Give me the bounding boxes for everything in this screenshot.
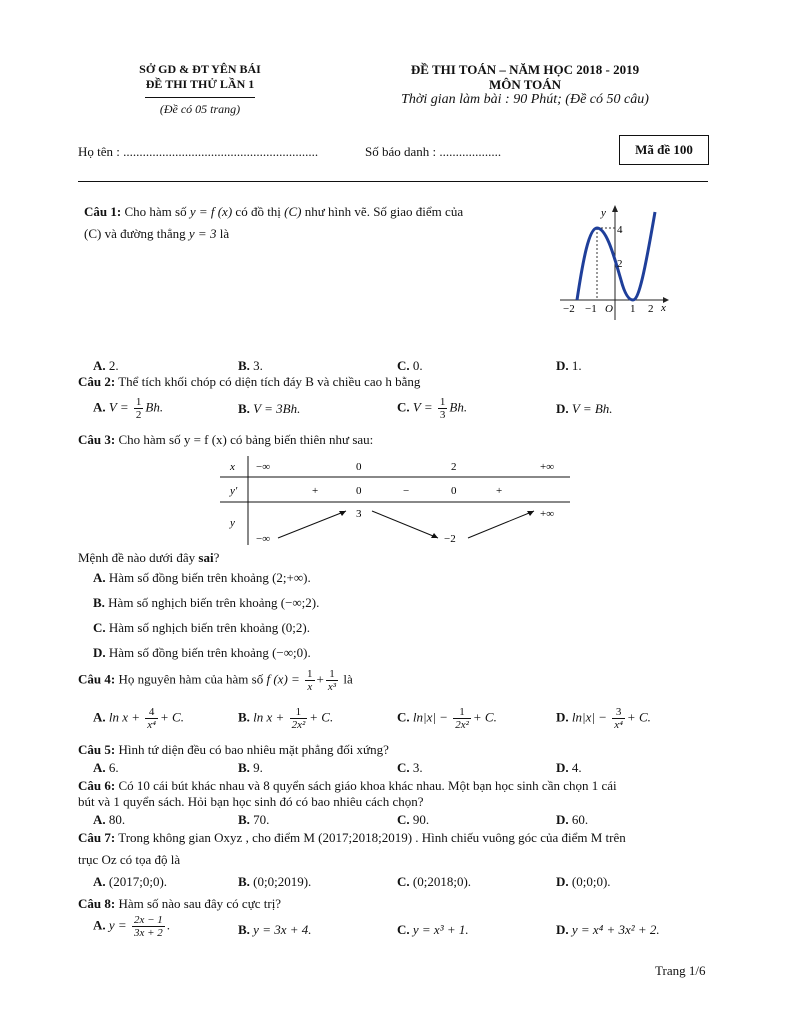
q2-option-c: C. V = $\frac{1}{3}$ Bh. (397, 396, 468, 421)
y-val: +∞ (540, 508, 555, 520)
q5-option-d: D. 4. (556, 760, 582, 775)
q5-option-b: B. 9. (238, 760, 263, 775)
dept-name: SỞ GD & ĐT YÊN BÁI (139, 62, 261, 76)
header-divider (145, 97, 255, 98)
curve-c (577, 212, 655, 300)
q3-option-a: A. Hàm số đồng biến trên khoảng (2;+∞). (93, 570, 311, 585)
sign: 0 (451, 485, 457, 497)
row-yprime: y′ (230, 485, 238, 497)
q7-option-d: D. (0;0;0). (556, 874, 611, 889)
q8-option-b: B. y = 3x + 4. (238, 922, 312, 937)
q1-graph (555, 200, 675, 325)
row-y: y (230, 517, 235, 529)
x-val: −∞ (256, 461, 271, 473)
time-note: Thời gian làm bài : 90 Phút; (Đề có 50 câu) (401, 92, 649, 107)
x-val: +∞ (540, 461, 555, 473)
q6-text2: bút và 1 quyển sách. Hỏi bạn học sinh đó có bao nhiêu cách chọn? (78, 794, 424, 809)
q1-option-d: D. 1. (556, 358, 582, 373)
q4-option-b: B. ln x + $\frac{1}{\text{2x²}}$ + C. (238, 706, 334, 731)
y-val: −∞ (256, 533, 271, 545)
label-y: y (601, 207, 606, 219)
origin-label: O (605, 303, 613, 315)
q3-option-c: C. Hàm số nghịch biến trên khoảng (0;2). (93, 620, 310, 635)
header-rule (78, 181, 708, 182)
q4-option-d: D. ln|x| − $\frac{3}{\text{x⁴}}$ + C. (556, 706, 651, 731)
q1-option-b: B. 3. (238, 358, 263, 373)
variation-table (220, 453, 572, 548)
tick-4: 4 (617, 224, 623, 236)
q4-text: Câu 4: Họ nguyên hàm của hàm số f (x) = $\frac{1}{x}$ + $\frac{1}{\text{x³}}$ là (78, 668, 353, 693)
q6-option-a: A. 80. (93, 812, 126, 827)
sign: 0 (356, 485, 362, 497)
q1-option-a: A. 2. (93, 358, 119, 373)
q8-text: Câu 8: Hàm số nào sau đây có cực trị? (78, 896, 282, 911)
q3-text: Câu 3: Cho hàm số y = f (x) có bảng biến thiên như sau: (78, 432, 374, 447)
page-number: Trang 1/6 (655, 963, 706, 978)
q6-option-d: D. 60. (556, 812, 589, 827)
q8-option-a: A. y = $\frac{2x - 1}{3x + 2}$ . (93, 914, 170, 939)
sign: + (496, 485, 503, 497)
name-line: Họ tên : ............................................................ (78, 144, 319, 159)
q6-option-c: C. 90. (397, 812, 430, 827)
header-right (370, 62, 680, 107)
tick-1: 1 (630, 303, 636, 315)
y-axis-arrow (612, 205, 618, 212)
q2-text: Câu 2: Thể tích khối chóp có diện tích đáy B và chiều cao h bằng (78, 374, 421, 389)
tick-x2: 2 (648, 303, 654, 315)
tick-m1: −1 (585, 303, 597, 315)
arrow-up-1 (278, 511, 346, 538)
q1-line1: Câu 1: Cho hàm số y = f (x) có đồ thị (C) như hình vẽ. Số giao điểm của (84, 204, 464, 219)
q4-option-c: C. ln|x| − $\frac{1}{\text{2x²}}$ + C. (397, 706, 497, 731)
q3-option-d: D. Hàm số đồng biến trên khoảng (−∞;0). (93, 645, 311, 660)
q7-option-a: A. (2017;0;0). (93, 874, 168, 889)
q5-text: Câu 5: Hình tứ diện đều có bao nhiêu mặt phẳng đối xứng? (78, 742, 389, 757)
sign: − (403, 485, 410, 497)
q2-option-d: D. V = Bh. (556, 401, 613, 416)
label-x: x (661, 302, 666, 314)
q7-option-c: C. (0;2018;0). (397, 874, 472, 889)
id-line: Số báo danh : ................... (365, 144, 502, 159)
q2-option-b: B. V = 3Bh. (238, 401, 301, 416)
header-left (95, 62, 305, 117)
exam-code-box: Mã đề 100 (619, 135, 709, 165)
q7-text1: Câu 7: Trong không gian Oxyz , cho điểm M (2017;2018;2019) . Hình chiếu vuông góc của điểm M trên (78, 830, 626, 845)
exam-round: ĐỀ THI THỬ LẦN 1 (145, 77, 255, 91)
q5-option-c: C. 3. (397, 760, 423, 775)
x-val: 2 (451, 461, 457, 473)
q5-option-a: A. 6. (93, 760, 119, 775)
row-x: x (230, 461, 235, 473)
sign: + (312, 485, 319, 497)
q1-option-c: C. 0. (397, 358, 423, 373)
q1-line2: (C) và đường thẳng y = 3 là (84, 226, 230, 241)
q4-option-a: A. ln x + $\frac{4}{\text{x⁴}}$ + C. (93, 706, 184, 731)
arrow-down (372, 511, 438, 538)
q3-option-b: B. Hàm số nghịch biến trên khoảng (−∞;2). (93, 595, 320, 610)
tick-m2: −2 (563, 303, 575, 315)
q6-option-b: B. 70. (238, 812, 270, 827)
exam-title: ĐỀ THI TOÁN – NĂM HỌC 2018 - 2019 (410, 62, 640, 77)
y-val: 3 (356, 508, 362, 520)
q8-option-c: C. y = x³ + 1. (397, 922, 469, 937)
q6-text1: Câu 6: Có 10 cái bút khác nhau và 8 quyển sách giáo khoa khác nhau. Một bạn học sinh cần chọn 1 cái (78, 778, 617, 793)
q3-prompt: Mệnh đề nào dưới đây sai? (78, 550, 220, 565)
q2-option-a: A. V = $\frac{1}{2}$ Bh. (93, 396, 164, 421)
q8-option-d: D. y = x⁴ + 3x² + 2. (556, 922, 660, 937)
q7-text2: trục Oz có tọa độ là (78, 852, 181, 867)
tick-2: 2 (617, 258, 623, 270)
pages-note: (Đề có 05 trang) (159, 102, 241, 116)
arrow-up-2 (468, 511, 534, 538)
subject: MÔN TOÁN (488, 77, 562, 92)
x-val: 0 (356, 461, 362, 473)
q7-option-b: B. (0;0;2019). (238, 874, 312, 889)
y-val: −2 (444, 533, 456, 545)
